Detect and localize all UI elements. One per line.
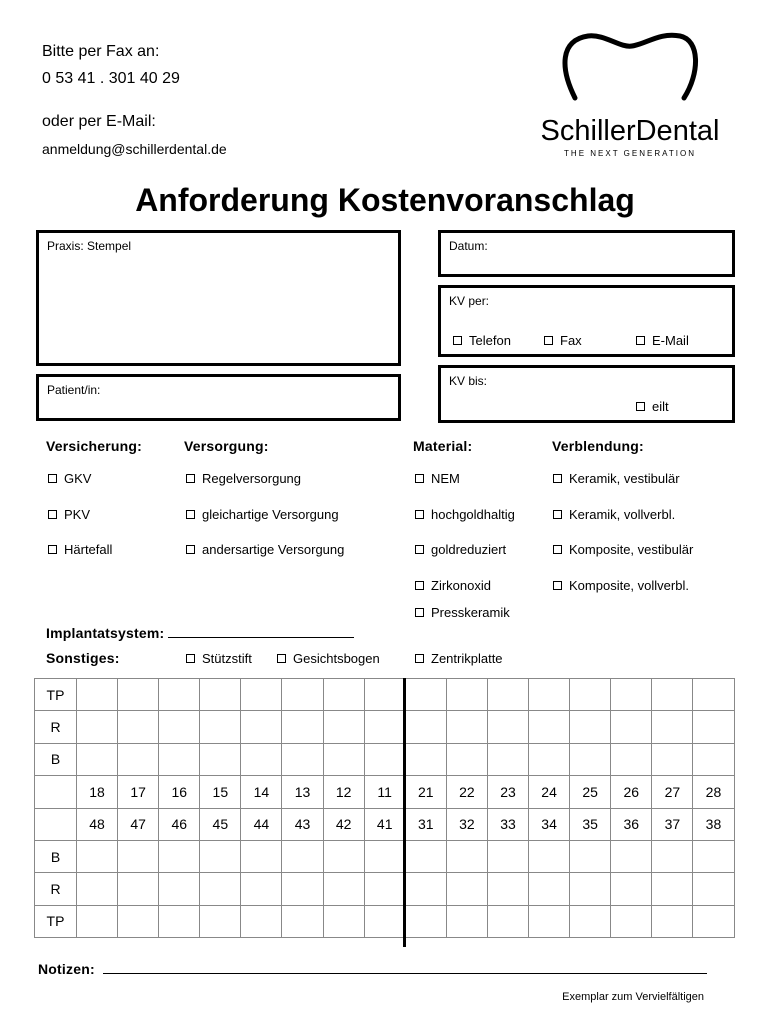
tooth-entry-cell[interactable] bbox=[323, 905, 364, 937]
kv-per-fax-option[interactable]: Fax bbox=[544, 333, 582, 348]
tooth-entry-cell[interactable] bbox=[570, 679, 611, 711]
tooth-entry-cell[interactable] bbox=[241, 711, 282, 743]
fax-label: Bitte per Fax an: bbox=[42, 43, 160, 60]
tooth-number: 46 bbox=[159, 808, 200, 840]
tooth-entry-cell[interactable] bbox=[323, 711, 364, 743]
tooth-entry-cell[interactable] bbox=[241, 873, 282, 905]
tooth-entry-cell[interactable] bbox=[487, 711, 528, 743]
tooth-entry-cell[interactable] bbox=[611, 711, 652, 743]
tooth-entry-cell[interactable] bbox=[446, 711, 487, 743]
row-label bbox=[35, 808, 77, 840]
tooth-entry-cell[interactable] bbox=[200, 840, 241, 872]
verblendung-heading: Verblendung: bbox=[552, 438, 644, 454]
checkbox-icon[interactable] bbox=[186, 654, 195, 663]
sonstiges-stuetzstift-option[interactable]: Stützstift bbox=[186, 651, 252, 666]
email-address: anmeldung@schillerdental.de bbox=[42, 141, 227, 157]
tooth-entry-cell[interactable] bbox=[570, 840, 611, 872]
tooth-entry-cell[interactable] bbox=[611, 905, 652, 937]
tooth-entry-cell[interactable] bbox=[159, 679, 200, 711]
tooth-entry-cell[interactable] bbox=[282, 905, 323, 937]
tooth-entry-cell[interactable] bbox=[529, 679, 570, 711]
tooth-entry-cell[interactable] bbox=[200, 711, 241, 743]
implantatsystem-row bbox=[46, 625, 354, 641]
tooth-entry-cell[interactable] bbox=[159, 743, 200, 775]
row-label: TP bbox=[35, 679, 77, 711]
notizen-row bbox=[38, 961, 707, 977]
notizen-input-line[interactable] bbox=[103, 961, 707, 974]
tooth-entry-cell[interactable] bbox=[529, 905, 570, 937]
notizen-label: Notizen: bbox=[38, 961, 95, 977]
implantatsystem-label: Implantatsystem: bbox=[46, 625, 165, 641]
tooth-entry-cell[interactable] bbox=[652, 840, 693, 872]
tooth-number: 18 bbox=[77, 776, 118, 808]
tooth-entry-cell[interactable] bbox=[652, 679, 693, 711]
tooth-entry-cell[interactable] bbox=[529, 840, 570, 872]
tooth-entry-cell[interactable] bbox=[652, 905, 693, 937]
tooth-entry-cell[interactable] bbox=[693, 840, 734, 872]
tooth-entry-cell[interactable] bbox=[693, 711, 734, 743]
checkbox-icon[interactable] bbox=[277, 654, 286, 663]
sonstiges-label: Sonstiges: bbox=[46, 650, 120, 666]
kv-per-label: KV per: bbox=[449, 294, 490, 308]
tooth-entry-cell[interactable] bbox=[446, 873, 487, 905]
tooth-number: 32 bbox=[446, 808, 487, 840]
tooth-entry-cell[interactable] bbox=[118, 905, 159, 937]
tooth-entry-cell[interactable] bbox=[159, 905, 200, 937]
tooth-entry-cell[interactable] bbox=[282, 840, 323, 872]
tooth-number: 27 bbox=[652, 776, 693, 808]
tooth-entry-cell[interactable] bbox=[529, 743, 570, 775]
tooth-number: 34 bbox=[529, 808, 570, 840]
tooth-number: 17 bbox=[118, 776, 159, 808]
tooth-entry-cell[interactable] bbox=[159, 840, 200, 872]
versicherung-heading: Versicherung: bbox=[46, 438, 142, 454]
datum-field[interactable] bbox=[438, 230, 735, 277]
tooth-entry-cell[interactable] bbox=[446, 743, 487, 775]
tooth-entry-cell[interactable] bbox=[364, 840, 405, 872]
verblendung-keramik-vestibulaer-option[interactable]: Keramik, vestibulär bbox=[553, 471, 680, 486]
patient-field[interactable] bbox=[36, 374, 401, 421]
checkbox-icon[interactable] bbox=[553, 545, 562, 554]
tooth-entry-cell[interactable] bbox=[77, 873, 118, 905]
logo-wordmark: SchillerDental bbox=[540, 115, 720, 147]
kv-per-telefon-option[interactable]: Telefon bbox=[453, 333, 511, 348]
tooth-number: 38 bbox=[693, 808, 734, 840]
tooth-entry-cell[interactable] bbox=[529, 873, 570, 905]
row-label: R bbox=[35, 711, 77, 743]
row-label: R bbox=[35, 873, 77, 905]
material-heading: Material: bbox=[413, 438, 473, 454]
material-goldreduziert-option[interactable]: goldreduziert bbox=[415, 542, 506, 557]
material-hochgoldhaltig-option[interactable]: hochgoldhaltig bbox=[415, 507, 515, 522]
tooth-entry-cell[interactable] bbox=[693, 743, 734, 775]
tooth-number: 33 bbox=[487, 808, 528, 840]
upper-entry-row bbox=[35, 743, 735, 775]
tooth-number: 22 bbox=[446, 776, 487, 808]
checkbox-icon[interactable] bbox=[636, 336, 645, 345]
tooth-entry-cell[interactable] bbox=[652, 711, 693, 743]
tooth-entry-cell[interactable] bbox=[118, 711, 159, 743]
tooth-entry-cell[interactable] bbox=[323, 679, 364, 711]
email-label: oder per E-Mail: bbox=[42, 113, 156, 130]
tooth-entry-cell[interactable] bbox=[118, 743, 159, 775]
kv-per-field bbox=[438, 285, 735, 357]
tooth-number: 26 bbox=[611, 776, 652, 808]
tooth-entry-cell[interactable] bbox=[241, 840, 282, 872]
tooth-entry-cell[interactable] bbox=[405, 711, 446, 743]
tooth-entry-cell[interactable] bbox=[611, 679, 652, 711]
kv-bis-eilt-option[interactable]: eilt bbox=[636, 399, 669, 414]
tooth-entry-cell[interactable] bbox=[282, 679, 323, 711]
tooth-entry-cell[interactable] bbox=[241, 905, 282, 937]
lower-entry-row bbox=[35, 840, 735, 872]
checkbox-icon[interactable] bbox=[415, 510, 424, 519]
upper-teeth-row bbox=[35, 776, 735, 808]
tooth-entry-cell[interactable] bbox=[405, 840, 446, 872]
tooth-entry-cell[interactable] bbox=[405, 743, 446, 775]
checkbox-icon[interactable] bbox=[48, 474, 57, 483]
tooth-entry-cell[interactable] bbox=[405, 873, 446, 905]
checkbox-icon[interactable] bbox=[415, 545, 424, 554]
tooth-entry-cell[interactable] bbox=[487, 679, 528, 711]
tooth-entry-cell[interactable] bbox=[446, 840, 487, 872]
tooth-entry-cell[interactable] bbox=[200, 743, 241, 775]
row-label: B bbox=[35, 743, 77, 775]
kv-bis-label: KV bis: bbox=[449, 374, 488, 388]
checkbox-icon[interactable] bbox=[415, 474, 424, 483]
sonstiges-gesichtsbogen-option[interactable]: Gesichtsbogen bbox=[277, 651, 380, 666]
patient-label: Patient/in: bbox=[47, 383, 101, 397]
material-zirkonoxid-option[interactable]: Zirkonoxid bbox=[415, 578, 491, 593]
checkbox-icon[interactable] bbox=[48, 510, 57, 519]
tooth-entry-cell[interactable] bbox=[611, 840, 652, 872]
tooth-entry-cell[interactable] bbox=[323, 743, 364, 775]
checkbox-icon[interactable] bbox=[186, 474, 195, 483]
datum-label: Datum: bbox=[449, 239, 488, 253]
checkbox-icon[interactable] bbox=[48, 545, 57, 554]
tooth-number: 12 bbox=[323, 776, 364, 808]
versicherung-haertefall-option[interactable]: Härtefall bbox=[48, 542, 112, 557]
logo-tagline: THE NEXT GENERATION bbox=[564, 149, 696, 158]
tooth-number: 21 bbox=[405, 776, 446, 808]
tooth-number: 13 bbox=[282, 776, 323, 808]
tooth-number: 35 bbox=[570, 808, 611, 840]
tooth-number: 23 bbox=[487, 776, 528, 808]
upper-entry-row bbox=[35, 711, 735, 743]
tooth-entry-cell[interactable] bbox=[282, 711, 323, 743]
tooth-number: 24 bbox=[529, 776, 570, 808]
versorgung-gleichartig-option[interactable]: gleichartige Versorgung bbox=[186, 507, 339, 522]
tooth-entry-cell[interactable] bbox=[570, 873, 611, 905]
tooth-entry-cell[interactable] bbox=[323, 840, 364, 872]
tooth-number: 42 bbox=[323, 808, 364, 840]
teeth-chart bbox=[34, 678, 735, 938]
praxis-stamp-field[interactable] bbox=[36, 230, 401, 366]
versorgung-regel-option[interactable]: Regelversorgung bbox=[186, 471, 301, 486]
implantatsystem-input-line[interactable] bbox=[168, 625, 354, 638]
material-presskeramik-option[interactable]: Presskeramik bbox=[415, 605, 510, 620]
checkbox-icon[interactable] bbox=[553, 581, 562, 590]
tooth-number: 36 bbox=[611, 808, 652, 840]
tooth-number: 47 bbox=[118, 808, 159, 840]
tooth-entry-cell[interactable] bbox=[200, 905, 241, 937]
tooth-number: 28 bbox=[693, 776, 734, 808]
versorgung-andersartig-option[interactable]: andersartige Versorgung bbox=[186, 542, 344, 557]
checkbox-icon[interactable] bbox=[553, 510, 562, 519]
tooth-entry-cell[interactable] bbox=[364, 873, 405, 905]
checkbox-icon[interactable] bbox=[544, 336, 553, 345]
checkbox-icon[interactable] bbox=[186, 545, 195, 554]
checkbox-icon[interactable] bbox=[415, 654, 424, 663]
checkbox-icon[interactable] bbox=[415, 581, 424, 590]
sonstiges-zentrikplatte-option[interactable]: Zentrikplatte bbox=[415, 651, 503, 666]
tooth-number: 37 bbox=[652, 808, 693, 840]
tooth-entry-cell[interactable] bbox=[323, 873, 364, 905]
tooth-entry-cell[interactable] bbox=[364, 679, 405, 711]
page-title: Anforderung Kostenvoranschlag bbox=[135, 182, 635, 218]
fax-number: 0 53 41 . 301 40 29 bbox=[42, 70, 180, 87]
tooth-number: 45 bbox=[200, 808, 241, 840]
jaw-midline-divider bbox=[403, 678, 406, 947]
tooth-entry-cell[interactable] bbox=[282, 873, 323, 905]
tooth-number: 11 bbox=[364, 776, 405, 808]
tooth-number: 14 bbox=[241, 776, 282, 808]
tooth-entry-cell[interactable] bbox=[405, 679, 446, 711]
tooth-entry-cell[interactable] bbox=[693, 873, 734, 905]
checkbox-icon[interactable] bbox=[415, 608, 424, 617]
verblendung-komposite-vollverbl-option[interactable]: Komposite, vollverbl. bbox=[553, 578, 689, 593]
versicherung-pkv-option[interactable]: PKV bbox=[48, 507, 90, 522]
tooth-entry-cell[interactable] bbox=[487, 840, 528, 872]
kv-bis-field[interactable] bbox=[438, 365, 735, 423]
row-label: TP bbox=[35, 905, 77, 937]
tooth-entry-cell[interactable] bbox=[241, 743, 282, 775]
praxis-label: Praxis: Stempel bbox=[47, 239, 132, 253]
tooth-entry-cell[interactable] bbox=[693, 679, 734, 711]
lower-teeth-row bbox=[35, 808, 735, 840]
row-label bbox=[35, 776, 77, 808]
tooth-entry-cell[interactable] bbox=[405, 905, 446, 937]
tooth-number: 16 bbox=[159, 776, 200, 808]
tooth-entry-cell[interactable] bbox=[570, 905, 611, 937]
verblendung-keramik-vollverbl-option[interactable]: Keramik, vollverbl. bbox=[553, 507, 675, 522]
tooth-entry-cell[interactable] bbox=[282, 743, 323, 775]
tooth-number: 43 bbox=[282, 808, 323, 840]
tooth-entry-cell[interactable] bbox=[570, 711, 611, 743]
tooth-number: 25 bbox=[570, 776, 611, 808]
row-label: B bbox=[35, 840, 77, 872]
tooth-entry-cell[interactable] bbox=[487, 743, 528, 775]
tooth-entry-cell[interactable] bbox=[487, 905, 528, 937]
tooth-entry-cell[interactable] bbox=[487, 873, 528, 905]
checkbox-icon[interactable] bbox=[186, 510, 195, 519]
tooth-entry-cell[interactable] bbox=[77, 711, 118, 743]
tooth-entry-cell[interactable] bbox=[200, 873, 241, 905]
tooth-entry-cell[interactable] bbox=[118, 840, 159, 872]
tooth-entry-cell[interactable] bbox=[364, 905, 405, 937]
kv-per-email-option[interactable]: E-Mail bbox=[636, 333, 689, 348]
checkbox-icon[interactable] bbox=[453, 336, 462, 345]
checkbox-icon[interactable] bbox=[636, 402, 645, 411]
tooth-entry-cell[interactable] bbox=[241, 679, 282, 711]
tooth-number: 31 bbox=[405, 808, 446, 840]
lower-entry-row bbox=[35, 905, 735, 937]
tooth-entry-cell[interactable] bbox=[570, 743, 611, 775]
tooth-logo-icon bbox=[520, 28, 740, 164]
upper-entry-row bbox=[35, 679, 735, 711]
tooth-entry-cell[interactable] bbox=[446, 905, 487, 937]
tooth-entry-cell[interactable] bbox=[364, 711, 405, 743]
tooth-entry-cell[interactable] bbox=[77, 679, 118, 711]
tooth-entry-cell[interactable] bbox=[118, 679, 159, 711]
tooth-entry-cell[interactable] bbox=[693, 905, 734, 937]
tooth-entry-cell[interactable] bbox=[611, 743, 652, 775]
footer-note: Exemplar zum Vervielfältigen bbox=[562, 991, 704, 1003]
tooth-number: 15 bbox=[200, 776, 241, 808]
tooth-entry-cell[interactable] bbox=[77, 905, 118, 937]
tooth-entry-cell[interactable] bbox=[529, 711, 570, 743]
tooth-entry-cell[interactable] bbox=[159, 711, 200, 743]
tooth-entry-cell[interactable] bbox=[364, 743, 405, 775]
material-nem-option[interactable]: NEM bbox=[415, 471, 460, 486]
lower-entry-row bbox=[35, 873, 735, 905]
tooth-entry-cell[interactable] bbox=[200, 679, 241, 711]
tooth-entry-cell[interactable] bbox=[652, 743, 693, 775]
checkbox-icon[interactable] bbox=[553, 474, 562, 483]
tooth-entry-cell[interactable] bbox=[159, 873, 200, 905]
tooth-entry-cell[interactable] bbox=[118, 873, 159, 905]
tooth-number: 48 bbox=[77, 808, 118, 840]
versorgung-heading: Versorgung: bbox=[184, 438, 269, 454]
tooth-entry-cell[interactable] bbox=[77, 840, 118, 872]
tooth-number: 44 bbox=[241, 808, 282, 840]
tooth-entry-cell[interactable] bbox=[652, 873, 693, 905]
verblendung-komposite-vestibulaer-option[interactable]: Komposite, vestibulär bbox=[553, 542, 693, 557]
tooth-entry-cell[interactable] bbox=[611, 873, 652, 905]
versicherung-gkv-option[interactable]: GKV bbox=[48, 471, 91, 486]
tooth-entry-cell[interactable] bbox=[77, 743, 118, 775]
tooth-entry-cell[interactable] bbox=[446, 679, 487, 711]
tooth-number: 41 bbox=[364, 808, 405, 840]
